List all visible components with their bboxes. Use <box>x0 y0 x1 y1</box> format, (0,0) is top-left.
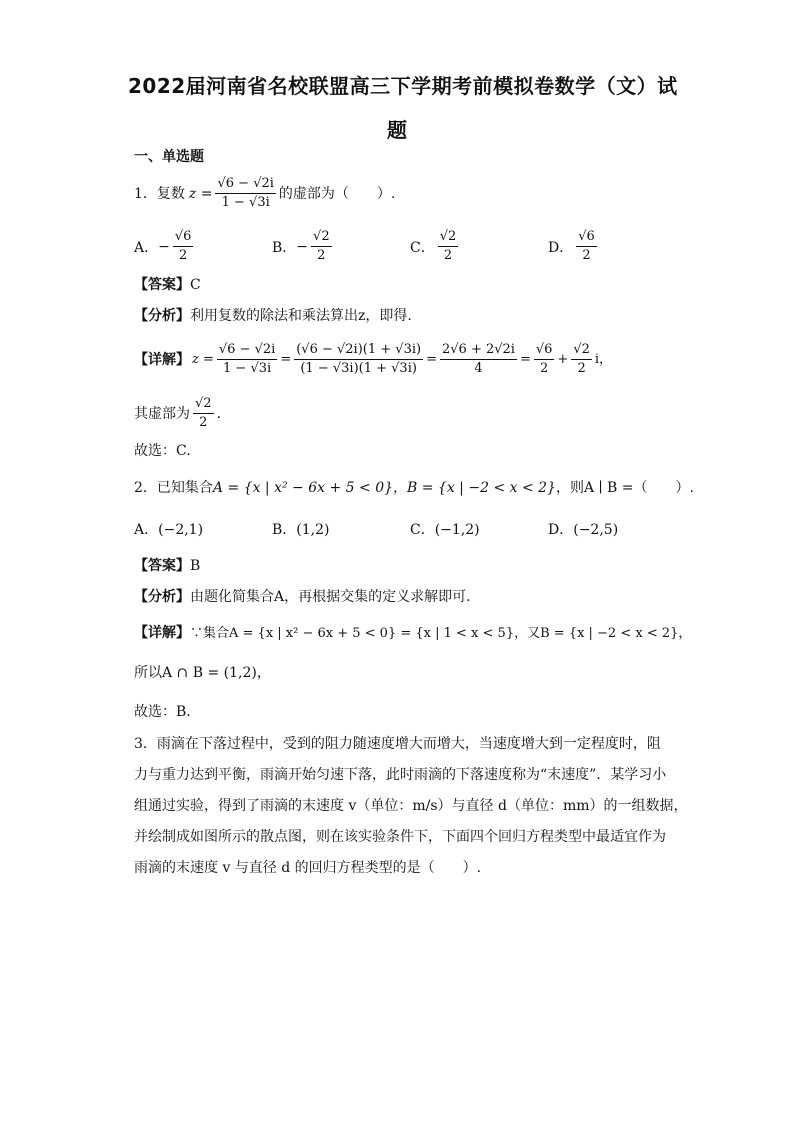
detail-f3-den: 4 <box>474 361 483 376</box>
q2-set-b: ，B = {x | −2 < x < 2} <box>393 480 556 496</box>
option-sign: − <box>158 238 170 255</box>
detail-f5-den: 2 <box>577 361 586 376</box>
option-num: √6 <box>173 229 194 247</box>
option-value: (1,2) <box>296 522 330 538</box>
plus-sign: + <box>557 351 569 367</box>
imag-end: . <box>216 405 222 422</box>
option-label: B． <box>272 522 297 538</box>
detail-f3-num: 2√6 + 2√2i <box>440 342 517 360</box>
q2-so: 所以A ∩ B = (1,2)， <box>134 665 271 681</box>
option-num: √2 <box>311 229 332 247</box>
detail-f5-num: √2 <box>571 342 592 360</box>
q2-set-a: A = {x | x² − 6x + 5 < 0} <box>212 480 394 496</box>
q1-option-d[interactable] <box>548 229 600 264</box>
q1-fraction-den: 1 − √3i <box>221 195 270 210</box>
q2-option-a[interactable] <box>134 519 203 539</box>
imag-prefix: 其虚部为 <box>134 405 190 422</box>
equals-sign: = <box>519 351 531 367</box>
q2-answer <box>134 556 200 576</box>
q2-stem-suffix: ，则A ∣ B =（ ）. <box>555 480 694 496</box>
q2-option-b[interactable] <box>272 519 330 539</box>
q2-stem <box>134 478 694 498</box>
detail-text: ∵集合A = {x | x² − 6x + 5 < 0} = {x | 1 < x < 5}，又B = {x | −2 < x < 2}， <box>190 626 692 641</box>
detail-f1-num: √6 − √2i <box>217 342 277 360</box>
option-den: 2 <box>179 248 188 263</box>
equals-sign: = <box>426 351 437 367</box>
detail-f4-den: 2 <box>540 361 549 376</box>
detail-tag: 【详解】 <box>134 351 190 368</box>
q1-imag-part <box>134 396 221 431</box>
option-value: (−2,1) <box>158 522 204 538</box>
q1-option-a[interactable] <box>134 229 196 264</box>
detail-end: i， <box>594 351 613 367</box>
detail-f4-num: √6 <box>534 342 555 360</box>
q3-line-1: 3．雨滴在下落过程中，受到的阻力随速度增大而增大，当速度增大到一定程度时，阻 <box>134 736 661 752</box>
analysis-text: 由题化简集合A，再根据交集的定义求解即可. <box>190 589 471 605</box>
q1-z: z = <box>188 185 213 202</box>
option-value: (−2,5) <box>573 522 619 538</box>
q3-line-4: 并绘制成如图所示的散点图，则在该实验条件下，下面四个回归方程类型中最适宜作为 <box>134 829 666 845</box>
q1-fraction <box>215 176 275 211</box>
page-title: 2022届河南省名校联盟高三下学期考前模拟卷数学（文）试 <box>128 74 678 98</box>
q1-detail <box>134 342 612 377</box>
option-den: 2 <box>443 248 453 263</box>
q2-option-d[interactable] <box>548 519 618 539</box>
page-title-cont: 题 <box>387 118 408 142</box>
option-label: B． <box>272 239 297 256</box>
imag-den: 2 <box>199 415 208 430</box>
answer-tag: 【答案】 <box>134 277 190 293</box>
detail-f2-num: (√6 − √2i)(1 + √3i) <box>294 342 423 360</box>
q1-stem <box>134 176 395 211</box>
analysis-text: 利用复数的除法和乘法算出z，即得. <box>190 308 412 324</box>
q1-fraction-num: √6 − √2i <box>215 176 275 194</box>
q3-line-2: 力与重力达到平衡，雨滴开始匀速下落，此时雨滴的下落速度称为“末速度”．某学习小 <box>134 767 667 783</box>
q3-line-5: 雨滴的末速度 v 与直径 d 的回归方程类型的是（ ）. <box>134 860 482 876</box>
option-den: 2 <box>582 248 591 263</box>
q2-option-c[interactable] <box>410 519 480 539</box>
option-label: A． <box>134 522 159 538</box>
analysis-tag: 【分析】 <box>134 308 190 324</box>
option-label: C． <box>410 239 435 256</box>
q1-analysis <box>134 306 412 326</box>
option-label: D． <box>548 239 574 256</box>
q2-stem-prefix: 2．已知集合 <box>134 480 213 496</box>
q2-detail <box>134 623 691 644</box>
analysis-tag: 【分析】 <box>134 589 190 605</box>
option-den: 2 <box>317 248 326 263</box>
imag-num: √2 <box>193 396 214 414</box>
q1-option-b[interactable] <box>272 229 335 264</box>
q1-answer <box>134 275 201 295</box>
q2-analysis <box>134 587 471 607</box>
detail-f2-den: (1 − √3i)(1 + √3i) <box>300 361 417 376</box>
detail-z: z = <box>192 351 214 367</box>
option-label: D． <box>548 522 574 538</box>
q1-choose: 故选：C. <box>134 443 191 459</box>
option-num: √6 <box>576 229 597 247</box>
detail-f1-den: 1 − √3i <box>223 361 272 376</box>
q2-choose: 故选：B. <box>134 704 191 720</box>
answer-tag: 【答案】 <box>134 558 190 574</box>
q3-line-3: 组通过实验，得到了雨滴的末速度 v（单位：m/s）与直径 d（单位：mm）的一组数据， <box>134 798 688 814</box>
equals-sign: = <box>280 351 292 367</box>
q1-stem-suffix: 的虚部为（ ）. <box>278 185 396 202</box>
option-num: √2 <box>438 229 459 247</box>
option-value: (−1,2) <box>434 522 480 538</box>
option-label: C． <box>410 522 435 538</box>
option-sign: − <box>296 238 309 255</box>
answer-value: B <box>190 558 201 574</box>
q1-stem-prefix: 1．复数 <box>134 185 185 202</box>
answer-value: C <box>190 277 201 293</box>
section-heading: 一、单选题 <box>134 149 204 165</box>
detail-tag: 【详解】 <box>134 625 190 641</box>
option-label: A． <box>134 239 159 256</box>
q1-option-c[interactable] <box>410 229 461 264</box>
